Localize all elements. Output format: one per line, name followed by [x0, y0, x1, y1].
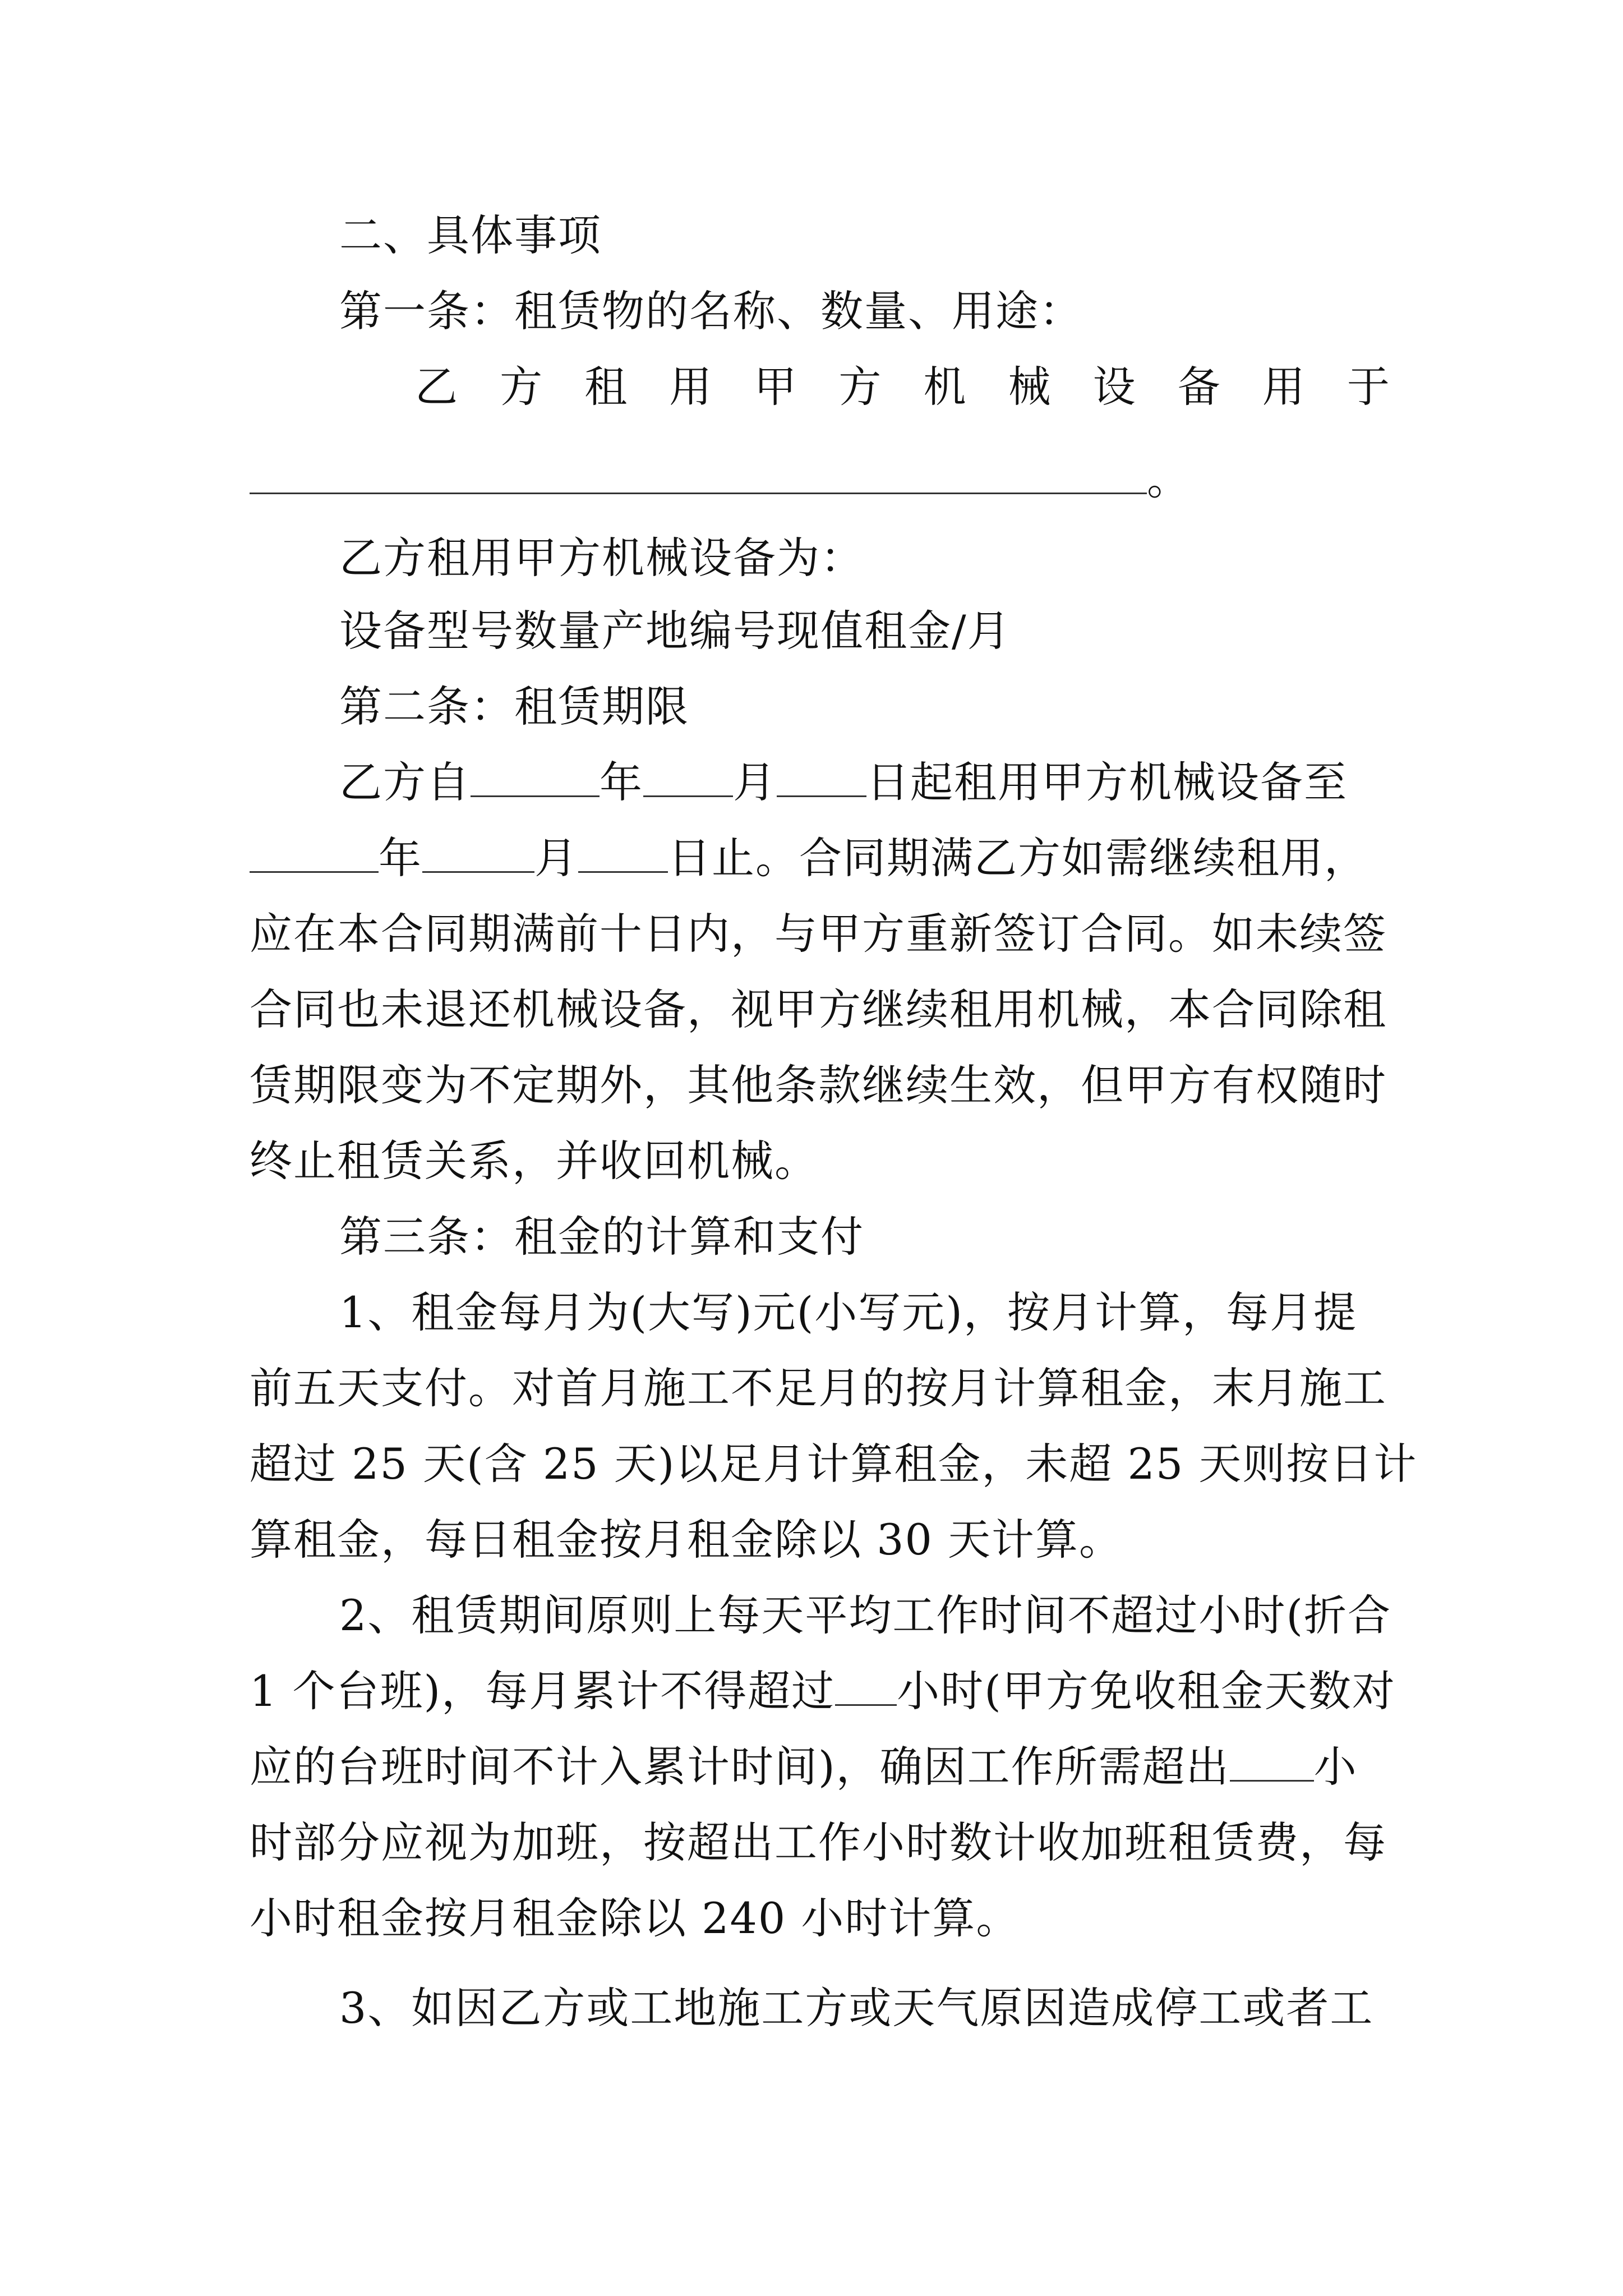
article-2-title: 第二条：租赁期限: [339, 682, 689, 731]
usage-char: 械: [1008, 362, 1052, 412]
overtime-blank: [1230, 1741, 1314, 1782]
text-segment: 应的台班时间不计入累计时间)，确因工作所需超出: [250, 1742, 1230, 1792]
article-2-line-5: 赁期限变为不定期外，其他条款继续生效，但甲方有权随时: [250, 1060, 1387, 1110]
usage-char: 备: [1177, 362, 1221, 412]
text-segment: 年: [379, 833, 422, 883]
text-segment: 年: [600, 757, 643, 807]
article-3-p2-line-5: 小时租金按月租金除以 240 小时计算。: [250, 1893, 1020, 1943]
usage-char: 租: [584, 362, 629, 412]
article-3-p2-line-2: [250, 1663, 1396, 1719]
month-blank: [422, 832, 534, 873]
article-1-usage-line: [415, 359, 1391, 415]
article-3-p1-line-3: 超过 25 天(含 25 天)以足月计算租金，未超 25 天则按日计: [250, 1439, 1418, 1489]
article-2-line-6: 终止租赁关系，并收回机械。: [250, 1136, 818, 1186]
usage-char: 用: [669, 362, 713, 412]
usage-char: 用: [1262, 362, 1306, 412]
article-3-p1-line-2: 前五天支付。对首月施工不足月的按月计算租金，末月施工: [250, 1363, 1387, 1413]
article-3-p1-line-1: 1、租金每月为(大写)元(小写元)，按月计算，每月提: [339, 1287, 1357, 1337]
article-1-usage-blank-line: [250, 452, 1391, 508]
hours-blank: [835, 1665, 897, 1706]
usage-char: 设: [1092, 362, 1137, 412]
article-1-equipment-intro: 乙方租用甲方机械设备为：: [339, 533, 864, 583]
text-segment: 乙方自: [339, 757, 471, 807]
text-segment: 小: [1313, 1742, 1358, 1792]
text-segment: 1 个台班)，每月累计不得超过: [250, 1666, 836, 1716]
year-blank: [250, 832, 379, 873]
month-blank: [643, 756, 733, 797]
article-3-p2-line-1: 2、租赁期间原则上每天平均工作时间不超过小时(折合: [339, 1590, 1392, 1640]
article-2-line-2: [250, 830, 1391, 886]
usage-char: 方: [838, 362, 883, 412]
usage-char: 乙: [415, 362, 459, 412]
text-segment: 小时(甲方免收租金天数对: [897, 1666, 1396, 1716]
usage-char: 机: [923, 362, 967, 412]
article-3-p2-line-4: 时部分应视为加班，按超出工作小时数计收加班租赁费，每: [250, 1818, 1387, 1867]
usage-line-end: 。: [1147, 454, 1191, 504]
article-1-table-header: 设备型号数量产地编号现值租金/月: [339, 606, 1011, 656]
article-2-line-3: 应在本合同期满前十日内，与甲方重新签订合同。如未续签: [250, 909, 1387, 959]
article-3-p3-line-1: 3、如因乙方或工地施工方或天气原因造成停工或者工: [339, 1983, 1374, 2033]
article-3-p2-line-3: [250, 1739, 1391, 1795]
usage-blank: [250, 452, 1147, 494]
text-segment: 月: [534, 833, 578, 883]
usage-char: 方: [500, 362, 544, 412]
article-1-title: 第一条：租赁物的名称、数量、用途：: [339, 286, 1083, 336]
article-3-p1-line-4: 算租金，每日租金按月租金除以 30 天计算。: [250, 1515, 1123, 1565]
text-segment: 月: [733, 757, 777, 807]
article-2-line-4: 合同也未退还机械设备，视甲方继续租用机械，本合同除租: [250, 984, 1387, 1034]
year-blank: [471, 756, 600, 797]
article-2-line-1: [339, 754, 1391, 811]
article-3-title: 第三条：租金的计算和支付: [339, 1212, 864, 1262]
section-heading: 二、具体事项: [339, 210, 602, 260]
text-segment: 日起租用甲方机械设备至: [866, 757, 1348, 807]
day-blank: [578, 832, 668, 873]
text-segment: 日止。合同期满乙方如需继续租用，: [668, 833, 1368, 883]
usage-char: 于: [1347, 362, 1391, 412]
usage-char: 甲: [754, 362, 798, 412]
day-blank: [777, 756, 866, 797]
